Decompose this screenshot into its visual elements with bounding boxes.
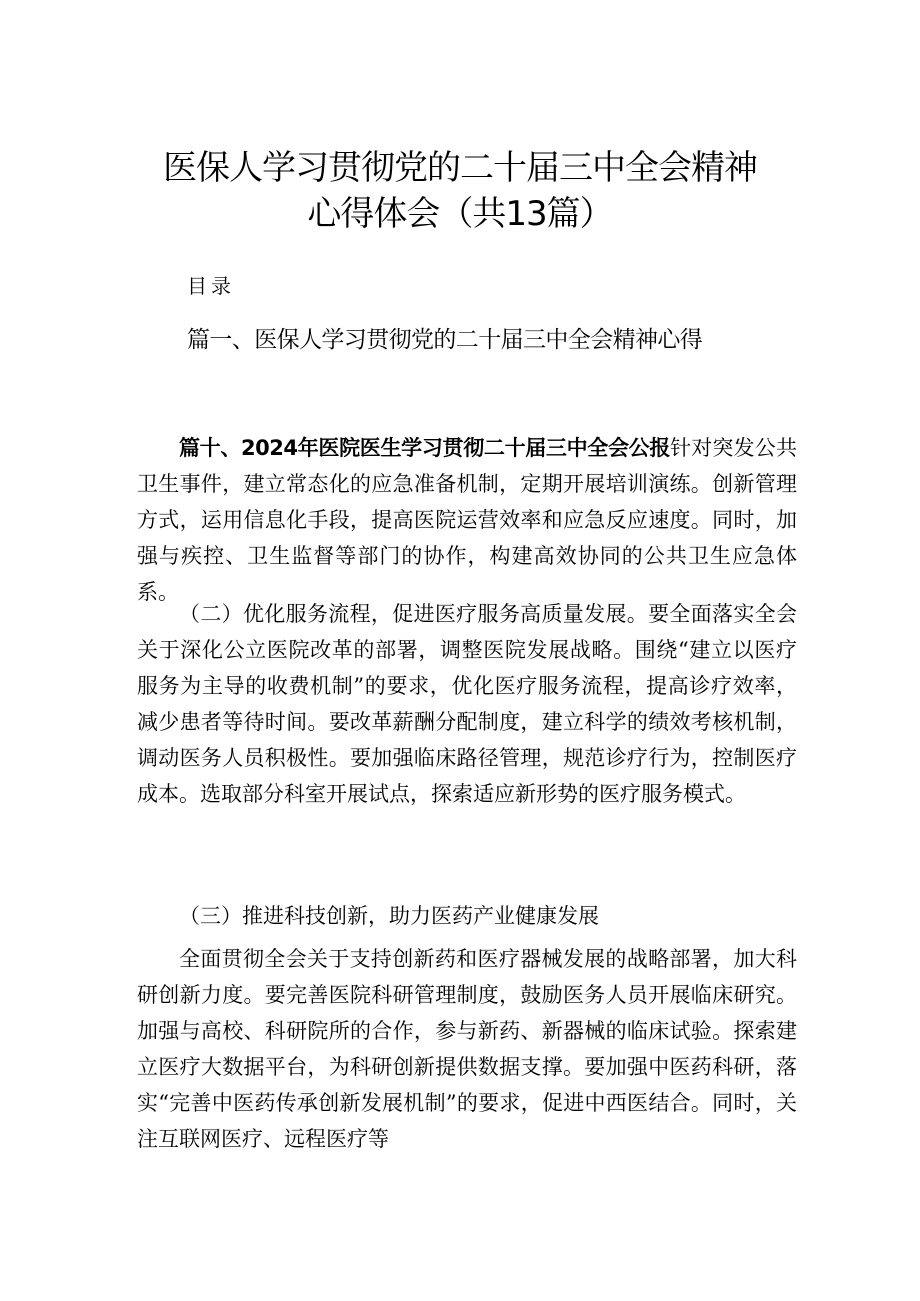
document-title-line-2: 心得体会（共13篇） bbox=[307, 194, 613, 234]
body-paragraph-4 bbox=[137, 941, 797, 1157]
body-paragraph-1 bbox=[137, 430, 797, 610]
paragraph-text: 全面贯彻全会关于支持创新药和医疗器械发展的战略部署，加大科研创新力度。要完善医院科研管理制度，鼓励医务人员开展临床研究。加强与高校、科研院所的合作，参与新药、新器械的临床试验。探索建立医疗大数据平台，为科研创新提供数据支撑。要加强中医药科研，落实“完善中医药传承创新发展机制”的要求，促进中西医结合。同时，关注互联网医疗、远程医疗等 bbox=[137, 947, 797, 1151]
paragraph-text: （三）推进科技创新，助力医药产业健康发展 bbox=[179, 904, 599, 928]
toc-item-1: 篇一、医保人学习贯彻党的二十届三中全会精神心得 bbox=[187, 327, 703, 353]
document-title-line-1: 医保人学习贯彻党的二十届三中全会精神 bbox=[163, 148, 757, 188]
section-heading-3 bbox=[137, 898, 797, 934]
paragraph-text: 针对突发公共卫生事件，建立常态化的应急准备机制，定期开展培训演练。创新管理方式，运用信息化手段，提高医院运营效率和应急反应速度。同时，加强与疾控、卫生监督等部门的协作，构建高效协同的公共卫生应急体系。 bbox=[137, 436, 797, 604]
paragraph-lead-heading: 篇十、2024年医院医生学习贯彻二十届三中全会公报 bbox=[179, 436, 671, 460]
body-paragraph-2 bbox=[137, 596, 797, 812]
paragraph-text: （二）优化服务流程，促进医疗服务高质量发展。要全面落实全会关于深化公立医院改革的部署，调整医院发展战略。围绕“建立以医疗服务为主导的收费机制”的要求，优化医疗服务流程，提高诊疗效率，减少患者等待时间。要改革薪酬分配制度，建立科学的绩效考核机制，调动医务人员积极性。要加强临床路径管理，规范诊疗行为，控制医疗成本。选取部分科室开展试点，探索适应新形势的医疗服务模式。 bbox=[137, 602, 797, 806]
toc-heading: 目录 bbox=[187, 274, 235, 298]
